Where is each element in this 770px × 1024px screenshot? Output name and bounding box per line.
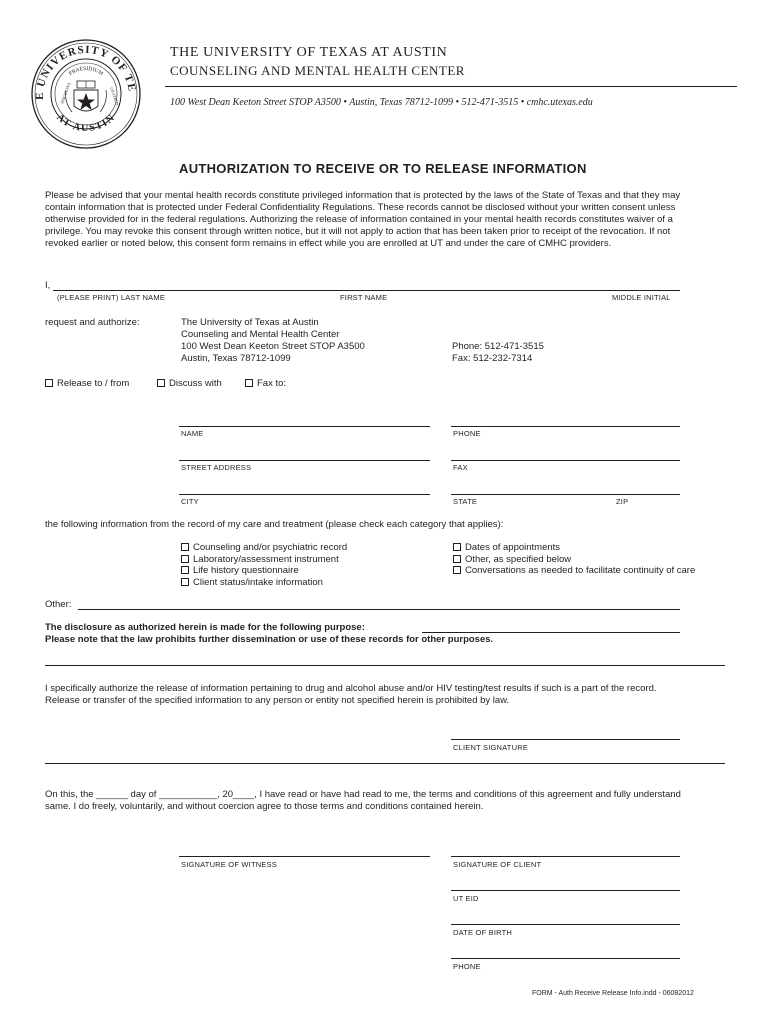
phone-line[interactable]	[451, 958, 680, 959]
section-divider	[45, 763, 725, 764]
intro-line: Please be advised that your mental health records constitute privileged information that is protected by the laws of the State of Texas and that they may	[45, 190, 681, 201]
phone-label: PHONE	[453, 962, 481, 971]
category-item[interactable]	[453, 542, 695, 554]
category-label: Other, as specified below	[465, 553, 572, 565]
category-label: Conversations as needed to facilitate continuity of care	[465, 565, 696, 576]
category-item[interactable]	[453, 565, 695, 577]
category-item[interactable]	[181, 542, 347, 554]
name-prefix: I,	[45, 280, 51, 291]
option-label: Discuss with	[169, 378, 222, 389]
seal-left-text: DISCIPLINA	[59, 81, 72, 105]
categories-left	[181, 542, 347, 588]
intro-line: revoked earlier or noted below, this consent form remains in effect while you are enrolled at UT and under the care of CMHC providers.	[45, 238, 612, 249]
client-signature2-label: SIGNATURE OF CLIENT	[453, 860, 542, 869]
page-title: AUTHORIZATION TO RECEIVE OR TO RELEASE INFORMATION	[179, 161, 587, 176]
category-label: Life history questionnaire	[193, 565, 299, 576]
state-zip-input-line[interactable]	[451, 494, 680, 495]
contact-state-label: STATE	[453, 497, 478, 506]
org-fax: Fax: 512-232-7314	[452, 353, 533, 364]
seal-inner-text: PRAESIDIUM	[68, 65, 104, 78]
name-input-line[interactable]	[179, 426, 430, 427]
svg-text:AT AUSTIN	[54, 112, 117, 134]
fax-input-line[interactable]	[451, 460, 680, 461]
section-divider	[45, 665, 725, 666]
contact-fax-label: FAX	[453, 463, 468, 472]
name-field[interactable]	[53, 290, 680, 291]
seal-top-text: E UNIVERSITY OF TE	[33, 43, 138, 100]
footer-form-id: FORM - Auth Receive Release Info.indd - 06082012	[532, 990, 694, 997]
intro-line: otherwise provided for in the federal regulations. Authorizing the release of information contained in your mental health records constitutes waiver of a	[45, 214, 673, 225]
categories-right	[453, 542, 695, 577]
middle-initial-label: MIDDLE INITIAL	[612, 293, 671, 302]
category-label: Dates of appointments	[465, 542, 561, 553]
org-line: 100 West Dean Keeton Street STOP A3500	[181, 341, 365, 352]
checkbox[interactable]	[453, 566, 461, 574]
ut-eid-label: UT EID	[453, 894, 479, 903]
city-input-line[interactable]	[179, 494, 430, 495]
header-university: THE UNIVERSITY OF TEXAS AT AUSTIN	[170, 45, 448, 60]
authorize-line: I specifically authorize the release of information pertaining to drug and alcohol abuse and/or HIV testing/test results if such is a part of the record.	[45, 683, 657, 694]
other-input-line[interactable]	[78, 609, 680, 610]
intro-line: privilege. You may revoke this consent through written notice, but it will not apply to action that has been taken prior to receipt of the revocation. If not	[45, 226, 671, 237]
contact-street-label: STREET ADDRESS	[181, 463, 252, 472]
header-center: COUNSELING AND MENTAL HEALTH CENTER	[170, 63, 465, 78]
following-info-text: the following information from the record of my care and treatment (please check each category that applies):	[45, 519, 504, 530]
client-signature2-line[interactable]	[451, 856, 680, 857]
purpose-input-line[interactable]	[422, 632, 680, 633]
contact-phone-label: PHONE	[453, 429, 481, 438]
option-discuss[interactable]	[157, 378, 222, 390]
witness-signature-line[interactable]	[179, 856, 430, 857]
option-release[interactable]	[45, 378, 129, 390]
checkbox[interactable]	[181, 578, 189, 586]
category-label: Client status/intake information	[193, 576, 323, 588]
category-item[interactable]	[181, 554, 347, 566]
contact-zip-label: ZIP	[616, 497, 629, 506]
first-name-label: FIRST NAME	[340, 293, 388, 302]
checkbox[interactable]	[181, 555, 189, 563]
phone-input-line[interactable]	[451, 426, 680, 427]
other-label: Other:	[45, 599, 72, 610]
contact-name-label: NAME	[181, 429, 204, 438]
client-signature-line[interactable]	[451, 739, 680, 740]
request-label: request and authorize:	[45, 317, 140, 328]
agreement-line: On this, the ______ day of ___________, 20____, I have read or have had read to me, the terms and conditions of this agreement and fully understand	[45, 789, 681, 800]
university-seal-icon	[30, 38, 142, 150]
option-fax[interactable]	[245, 378, 286, 390]
ut-eid-line[interactable]	[451, 890, 680, 891]
intro-paragraph	[45, 190, 725, 250]
org-line: Counseling and Mental Health Center	[181, 329, 340, 340]
org-line: The University of Texas at Austin	[181, 317, 319, 328]
category-item[interactable]	[181, 577, 347, 589]
header-rule	[165, 86, 737, 87]
header-address: 100 West Dean Keeton Street STOP A3500 • Austin, Texas 78712-1099 • 512-471-3515 • cmhc.utexas.edu	[170, 97, 593, 108]
intro-line: contain information that is protected under Federal Confidentiality Regulations. These records cannot be disclosed without your written consent unless	[45, 202, 676, 213]
checkbox[interactable]	[45, 379, 53, 387]
last-name-label: (PLEASE PRINT) LAST NAME	[57, 293, 166, 302]
org-phone: Phone: 512-471-3515	[452, 341, 544, 352]
checkbox[interactable]	[453, 555, 461, 563]
option-label: Release to / from	[57, 378, 130, 389]
agreement-paragraph	[45, 789, 735, 813]
witness-signature-label: SIGNATURE OF WITNESS	[181, 860, 277, 869]
option-label: Fax to:	[257, 378, 287, 389]
checkbox[interactable]	[453, 543, 461, 551]
purpose-line2: Please note that the law prohibits further dissemination or use of these records for other purposes.	[45, 634, 494, 645]
checkbox[interactable]	[181, 566, 189, 574]
svg-text:PRAESIDIUM	[68, 66, 104, 77]
checkbox[interactable]	[245, 379, 253, 387]
checkbox[interactable]	[181, 543, 189, 551]
seal-bottom-text: AT AUSTIN	[54, 112, 118, 134]
agreement-line: same. I do freely, voluntarily, and without coercion agree to those terms and conditions contained herein.	[45, 801, 484, 812]
client-signature-label: CLIENT SIGNATURE	[453, 743, 529, 752]
category-label: Counseling and/or psychiatric record	[193, 542, 348, 553]
seal-right-text: CIVITATIS	[109, 86, 121, 107]
authorize-paragraph	[45, 683, 725, 707]
street-input-line[interactable]	[179, 460, 430, 461]
category-label: Laboratory/assessment instrument	[193, 553, 339, 565]
contact-city-label: CITY	[181, 497, 199, 506]
authorize-line: Release or transfer of the specified information to any person or entity not specified herein is prohibited by law.	[45, 695, 510, 706]
org-address	[181, 317, 365, 365]
dob-line[interactable]	[451, 924, 680, 925]
purpose-line1: The disclosure as authorized herein is made for the following purpose:	[45, 622, 365, 633]
checkbox[interactable]	[157, 379, 165, 387]
dob-label: DATE OF BIRTH	[453, 928, 512, 937]
category-item[interactable]	[181, 565, 347, 577]
org-line: Austin, Texas 78712-1099	[181, 353, 291, 364]
category-item[interactable]	[453, 554, 695, 566]
